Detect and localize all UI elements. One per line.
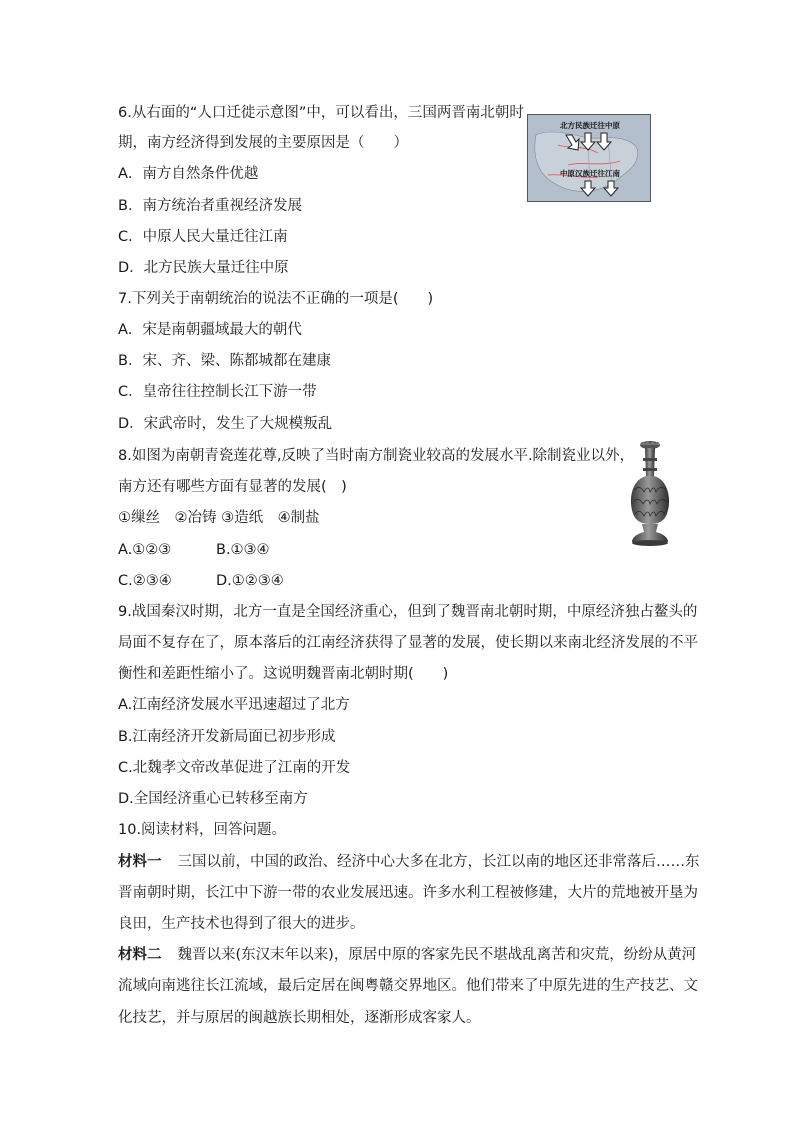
q8-option-c: C.②③④	[118, 573, 172, 589]
q8-option-d: D.①②③④	[216, 573, 284, 589]
material-1-line-2: 晋南朝时期，长江中下游一带的农业发展迅速。许多水利工程被修建，大片的荒地被开垦为	[118, 885, 698, 901]
q7-option-c: C．皇帝往往控制长江下游一带	[118, 384, 317, 400]
q7-stem: 7.下列关于南朝统治的说法不正确的一项是( )	[118, 291, 434, 307]
material-2-label: 材料二	[118, 947, 162, 963]
material-1-line-1	[118, 852, 700, 872]
map-caption-central: 中原汉族迁往江南	[560, 169, 620, 178]
q6-stem-line-1: 6.从右面的“人口迁徙示意图”中，可以看出，三国两晋南北朝时	[118, 105, 524, 121]
q6-stem-line-2: 期，南方经济得到发展的主要原因是（ ）	[118, 135, 408, 151]
q8-stem-line-2: 南方还有哪些方面有显著的发展( )	[118, 479, 347, 495]
material-2-line-1	[118, 945, 696, 965]
q9-stem-line-2: 局面不复存在了，原本落后的江南经济获得了显著的发展，使长期以来南北经济发展的不平	[118, 635, 698, 651]
q6-option-b: B．南方统治者重视经济发展	[118, 198, 302, 214]
q8-stem-line-1: 8.如图为南朝青瓷莲花尊,反映了当时南方制瓷业较高的发展水平.除制瓷业以外，	[118, 448, 635, 464]
q9-option-b: B.江南经济开发新局面已初步形成	[118, 729, 336, 745]
material-1-line-3: 良田，生产技术也得到了很大的进步。	[118, 916, 365, 932]
q9-stem-line-3: 衡性和差距性缩小了。这说明魏晋南北朝时期( )	[118, 666, 449, 682]
q6-option-c: C．中原人民大量迁往江南	[118, 229, 288, 245]
q6-option-a: A．南方自然条件优越	[118, 166, 259, 182]
q9-option-d: D.全国经济重心已转移至南方	[118, 791, 308, 807]
q7-option-a: A．宋是南朝疆域最大的朝代	[118, 322, 302, 338]
q8-option-a: A.①②③	[118, 542, 172, 558]
q9-option-a: A.江南经济发展水平迅速超过了北方	[118, 697, 350, 713]
q8-option-b: B.①③④	[216, 542, 270, 558]
map-caption-north: 北方民族迁往中原	[560, 121, 620, 130]
lotus-vase-image	[628, 440, 672, 548]
q8-items: ①缫丝 ②冶铸 ③造纸 ④制盐	[118, 510, 320, 526]
q9-option-c: C.北魏孝文帝改革促进了江南的开发	[118, 760, 351, 776]
material-2-line-2: 流域向南逃往长江流域，最后定居在闽粤赣交界地区。他们带来了中原先进的生产技艺、文	[118, 978, 698, 994]
q7-option-b: B．宋、齐、梁、陈都城都在建康	[118, 353, 331, 369]
q9-stem-line-1: 9.战国秦汉时期，北方一直是全国经济重心，但到了魏晋南北朝时期，中原经济独占鳌头的	[118, 604, 698, 620]
q6-option-d: D．北方民族大量迁往中原	[118, 260, 289, 276]
q7-option-d: D．宋武帝时，发生了大规模叛乱	[118, 416, 333, 432]
material-1-text-1: 三国以前，中国的政治、经济中心大多在北方，长江以南的地区还非常落后……东	[177, 854, 700, 870]
material-2-line-3: 化技艺，并与原居的闽越族长期相处，逐渐形成客家人。	[118, 1010, 481, 1026]
q10-stem: 10.阅读材料，回答问题。	[118, 822, 287, 838]
material-1-label: 材料一	[118, 854, 162, 870]
migration-map-image	[527, 114, 651, 202]
material-2-text-1: 魏晋以来(东汉末年以来)，原居中原的客家先民不堪战乱离苦和灾荒，纷纷从黄河	[177, 947, 697, 963]
